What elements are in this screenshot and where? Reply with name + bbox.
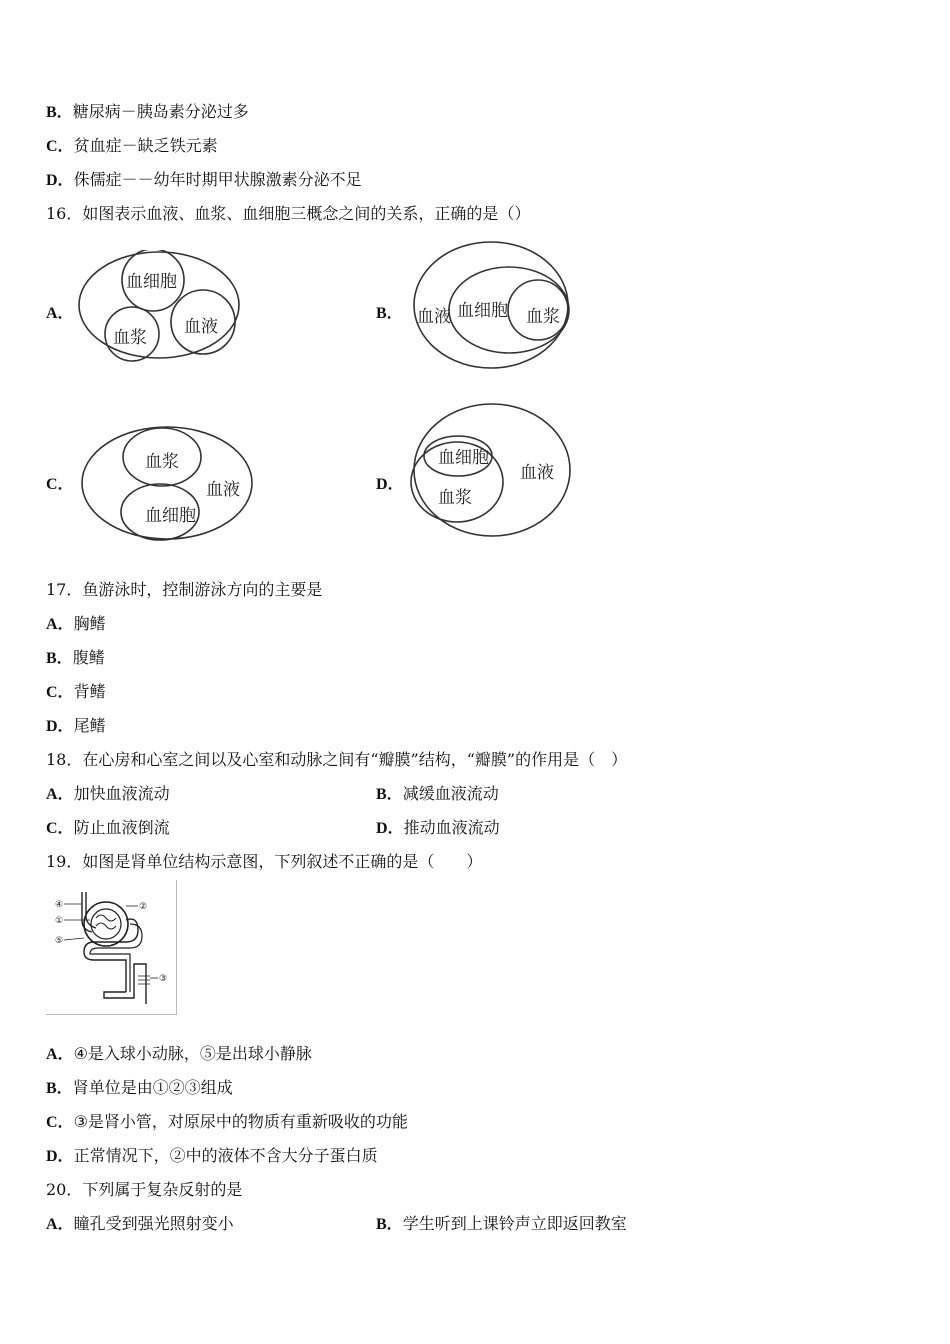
- diagram-c-cell-label: 血细胞: [145, 506, 196, 526]
- diagram-d-plasma-label: 血浆: [438, 488, 472, 508]
- diagram-c-blood-label: 血液: [206, 480, 240, 500]
- q18-option-d: D．推动血液流动: [376, 818, 500, 837]
- diagram-c-plasma-label: 血浆: [145, 452, 179, 472]
- diagram-b-blood-label: 血液: [417, 307, 451, 327]
- q17-option-a: A．胸鳍: [46, 614, 106, 633]
- q20-stem: 20．下列属于复杂反射的是: [46, 1180, 243, 1199]
- nephron-label-2: ②: [139, 902, 148, 912]
- q19-nephron-diagram: [46, 880, 177, 1015]
- q18-option-a: A．加快血液流动: [46, 784, 170, 803]
- diagram-a-blood-label: 血液: [184, 317, 218, 337]
- q17-stem: 17．鱼游泳时，控制游泳方向的主要是: [46, 580, 323, 599]
- q17-option-b: B．腹鳍: [46, 648, 105, 667]
- q19-stem: 19．如图是肾单位结构示意图，下列叙述不正确的是（ ）: [46, 852, 483, 871]
- nephron-label-1: ①: [55, 916, 64, 926]
- q18-option-b: B．减缓血液流动: [376, 784, 499, 803]
- q19-option-d: D．正常情况下，②中的液体不含大分子蛋白质: [46, 1146, 378, 1165]
- q15-option-c: C．贫血症－缺乏铁元素: [46, 136, 218, 155]
- q17-option-d: D．尾鳍: [46, 716, 106, 735]
- diagram-a-cell-label: 血细胞: [126, 272, 177, 292]
- q20-option-b: B．学生听到上课铃声立即返回教室: [376, 1214, 627, 1233]
- q16-option-c-letter: C．: [46, 476, 74, 493]
- q17-option-c: C．背鳍: [46, 682, 106, 701]
- diagram-d-blood-label: 血液: [520, 463, 554, 483]
- q16-diagram-c: [80, 425, 256, 543]
- diagram-b-plasma-label: 血浆: [526, 307, 560, 327]
- q20-option-a: A．瞳孔受到强光照射变小: [46, 1214, 234, 1233]
- diagram-b-cell-label: 血细胞: [457, 301, 508, 321]
- q15-option-d: D．侏儒症－－幼年时期甲状腺激素分泌不足: [46, 170, 362, 189]
- q19-option-b: B．肾单位是由①②③组成: [46, 1078, 233, 1097]
- q18-option-c: C．防止血液倒流: [46, 818, 170, 837]
- q16-diagram-b: [410, 240, 572, 372]
- q19-option-a: A．④是入球小动脉，⑤是出球小静脉: [46, 1044, 312, 1063]
- q16-option-a-letter: A．: [46, 305, 74, 322]
- q16-option-d-letter: D．: [376, 476, 404, 493]
- diagram-d-cell-label: 血细胞: [438, 448, 489, 468]
- diagram-a-plasma-label: 血浆: [113, 328, 147, 348]
- nephron-label-5: ⑤: [55, 936, 64, 946]
- diagram-a-outer-ring: [79, 252, 239, 358]
- q16-option-b-letter: B．: [376, 305, 403, 322]
- q18-stem: 18．在心房和心室之间以及心室和动脉之间有“瓣膜”结构，“瓣膜”的作用是（ ）: [46, 750, 628, 769]
- q16-diagram-a: [78, 250, 244, 362]
- q15-option-b: B．糖尿病－胰岛素分泌过多: [46, 102, 249, 121]
- q16-diagram-d: [410, 400, 574, 542]
- nephron-label-4: ④: [55, 900, 64, 910]
- nephron-label-3: ③: [159, 974, 168, 984]
- q16-stem: 16．如图表示血液、血浆、血细胞三概念之间的关系，正确的是（）: [46, 204, 531, 223]
- q19-option-c: C．③是肾小管，对原尿中的物质有重新吸收的功能: [46, 1112, 408, 1131]
